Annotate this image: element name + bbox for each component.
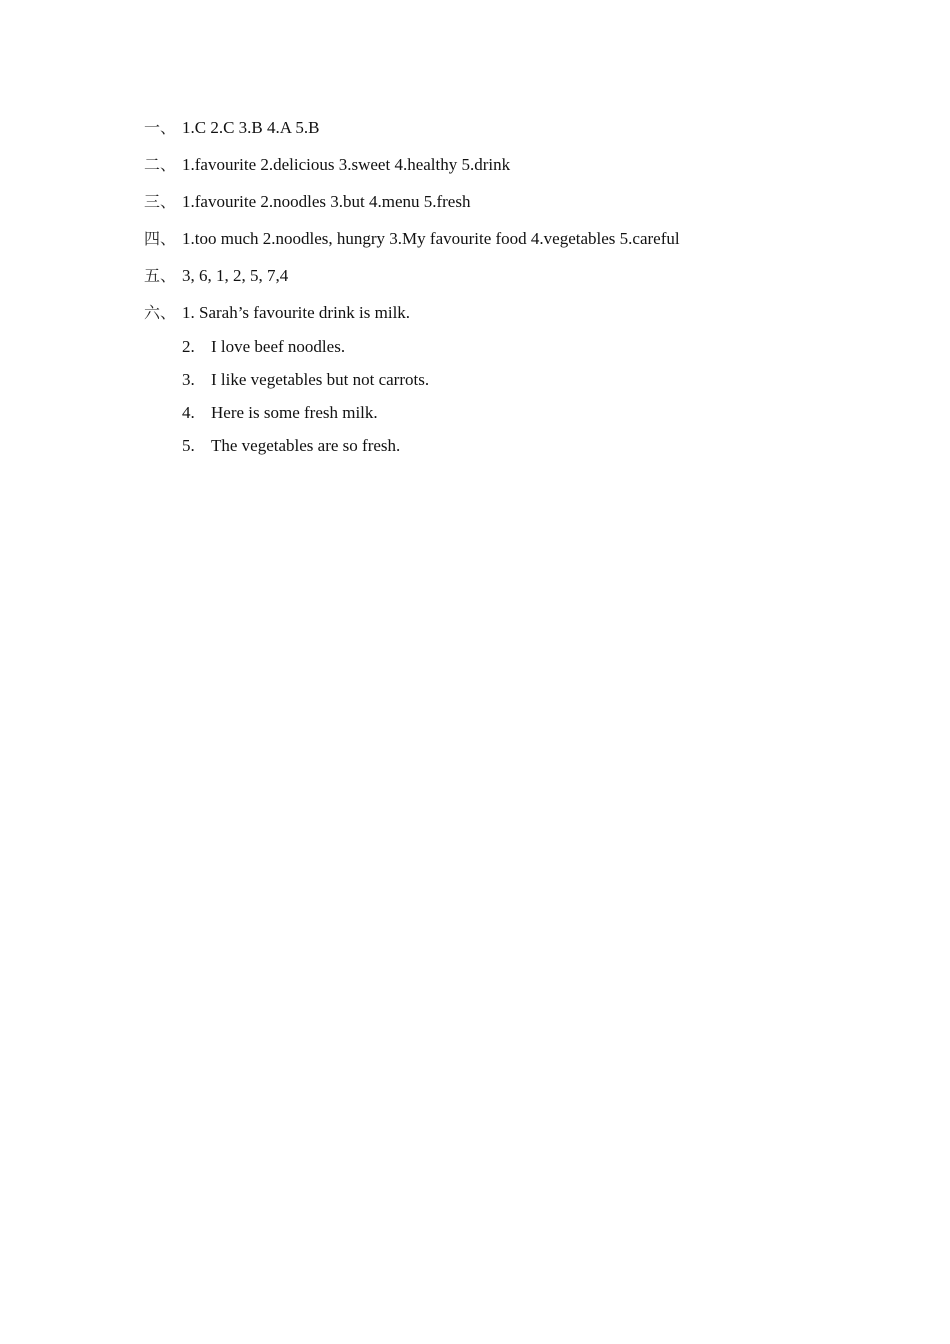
item-number: 2. [182, 337, 195, 356]
list-item [182, 368, 882, 401]
section-answers: 3, 6, 1, 2, 5, 7,4 [182, 266, 289, 285]
section-marker: 五、 [144, 266, 177, 285]
section-marker: 六、 [144, 303, 177, 322]
section-6 [144, 301, 844, 338]
item-sentence: I love beef noodles. [211, 337, 346, 356]
section-marker: 四、 [144, 229, 177, 248]
section-answers: 1.too much 2.noodles, hungry 3.My favourite food 4.vegetables 5.careful [182, 229, 680, 248]
section-answers: 1.favourite 2.delicious 3.sweet 4.healthy 5.drink [182, 155, 511, 174]
item-number: 3. [182, 370, 195, 389]
section-marker: 二、 [144, 155, 177, 174]
list-item [182, 434, 882, 467]
item-sentence: Here is some fresh milk. [211, 403, 378, 422]
section-5 [144, 264, 844, 301]
item-number: 4. [182, 403, 195, 422]
section-3 [144, 190, 844, 227]
section-marker: 一、 [144, 118, 177, 137]
section-1 [144, 116, 844, 153]
item-number: 5. [182, 436, 195, 455]
section-answers: 1.favourite 2.noodles 3.but 4.menu 5.fresh [182, 192, 471, 211]
answer-list [144, 116, 844, 470]
section-4 [144, 227, 844, 264]
item-sentence: I like vegetables but not carrots. [211, 370, 430, 389]
list-item [182, 335, 882, 368]
section-6-sentence-list [182, 335, 882, 467]
section-answers: 1.C 2.C 3.B 4.A 5.B [182, 118, 320, 137]
section-2 [144, 153, 844, 190]
list-item [182, 401, 882, 434]
item-sentence: The vegetables are so fresh. [211, 436, 401, 455]
section-marker: 三、 [144, 192, 177, 211]
section-answers: 1. Sarah’s favourite drink is milk. [182, 303, 411, 322]
